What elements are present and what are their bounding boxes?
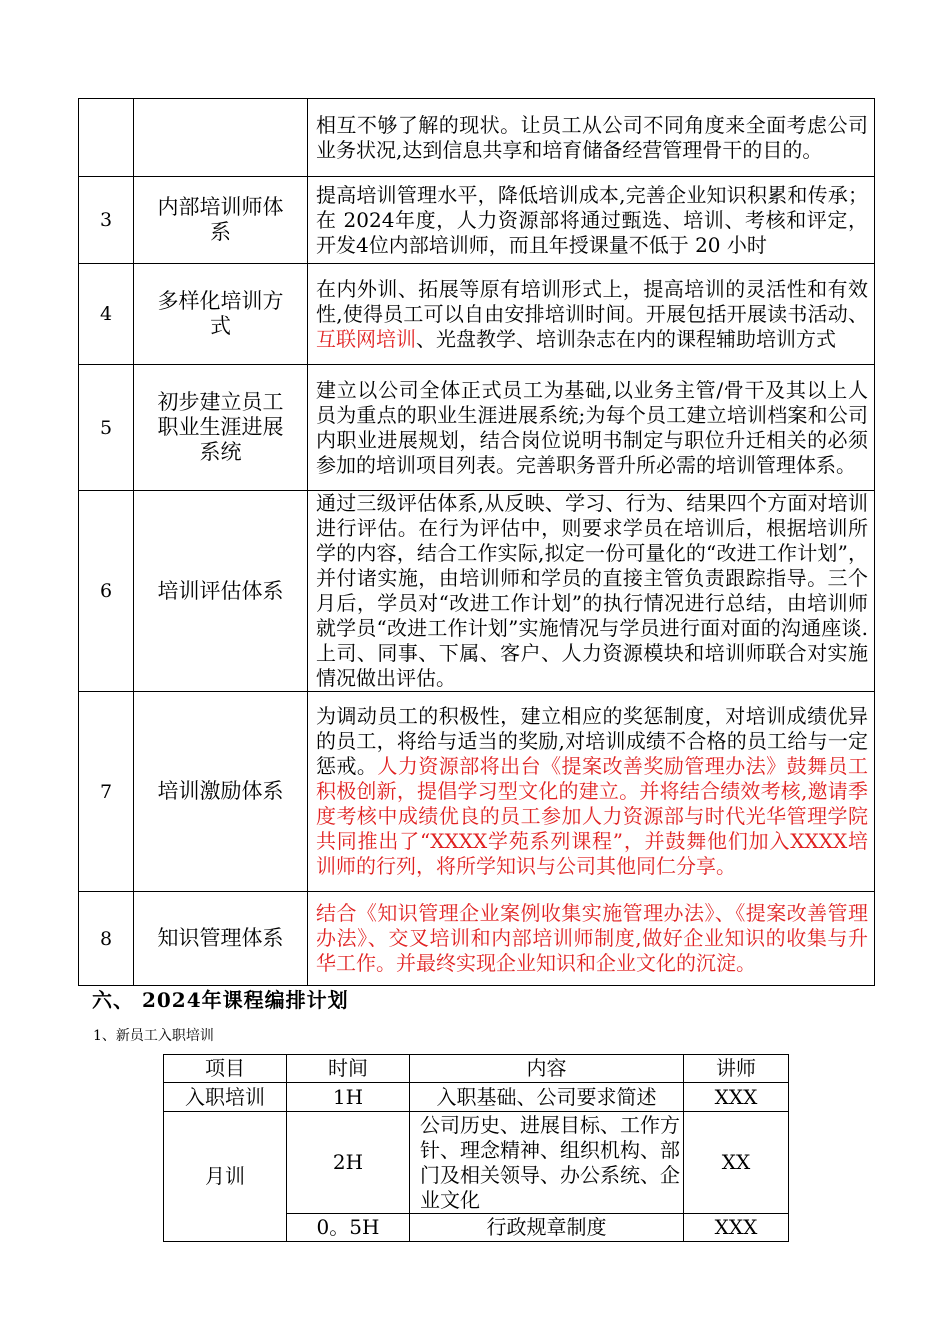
- table-row: [79, 892, 875, 986]
- row-description: [308, 692, 875, 892]
- cell-lecturer: XX: [684, 1112, 789, 1214]
- highlighted-text: 互联网培训: [316, 326, 416, 351]
- row-title: [134, 99, 308, 177]
- row-title: 培训激励体系: [134, 692, 308, 892]
- description-text: 提高培训管理水平，降低培训成本,完善企业知识积累和传承；在 2024年度，人力资源部将通过甄选、培训、考核和评定，开发4位内部培训师，而且年授课量不低于 20 小时: [316, 182, 868, 257]
- row-description: [308, 99, 875, 177]
- cell-content: 行政规章制度: [410, 1214, 684, 1242]
- table-row: [79, 491, 875, 692]
- cell-item: 月训: [164, 1112, 287, 1242]
- table-row: [79, 177, 875, 264]
- course-schedule-table: [163, 1054, 789, 1242]
- row-title: 培训评估体系: [134, 491, 308, 692]
- table-header-row: [164, 1055, 789, 1083]
- cell-content: 入职基础、公司要求简述: [410, 1083, 684, 1112]
- description-text: 通过三级评估体系,从反映、学习、行为、结果四个方面对培训进行评估。在行为评估中，则要求学员在培训后，根据培训所学的内容，结合工作实际,拟定一份可量化的“改进工作计划”，并付诸实施，由培训师和学员的直接主管负责跟踪指导。三个月后，学员对“改进工作计划”的执行情况进行总结，由培训师就学员“改进工作计划”实施情况与学员进行面对面的沟通座谈.上司、同事、下属、客户、人力资源模块和培训师联合对实施情况做出评估。: [316, 491, 868, 690]
- cell-lecturer: XXX: [684, 1214, 789, 1242]
- row-number: 4: [79, 264, 134, 365]
- row-title: 内部培训师体系: [134, 177, 308, 264]
- cell-item: 入职培训: [164, 1083, 287, 1112]
- row-description: [308, 264, 875, 365]
- description-text: 、光盘教学、培训杂志在内的课程辅助培训方式: [416, 326, 836, 351]
- row-number: [79, 99, 134, 177]
- cell-content: 公司历史、进展目标、工作方针、理念精神、组织机构、部门及相关领导、办公系统、企业文化: [410, 1112, 684, 1214]
- column-header-content: 内容: [410, 1055, 684, 1083]
- row-description: [308, 365, 875, 491]
- table-row: [164, 1083, 789, 1112]
- column-header-lecturer: 讲师: [684, 1055, 789, 1083]
- table-row: [164, 1112, 789, 1214]
- highlighted-text: 结合《知识管理企业案例收集实施管理办法》、《提案改善管理办法》、交叉培训和内部培训师制度,做好企业知识的收集与升华工作。并最终实现企业知识和企业文化的沉淀。: [316, 901, 868, 975]
- column-header-item: 项目: [164, 1055, 287, 1083]
- row-title: 多样化培训方式: [134, 264, 308, 365]
- row-number: 7: [79, 692, 134, 892]
- section-heading: 六、 2024年课程编排计划: [92, 988, 349, 1012]
- sub-heading: 1、新员工入职培训: [93, 1028, 214, 1044]
- row-title: 初步建立员工职业生涯进展系统: [134, 365, 308, 491]
- row-number: 6: [79, 491, 134, 692]
- row-number: 5: [79, 365, 134, 491]
- description-text: 相互不够了解的现状。让员工从公司不同角度来全面考虑公司业务状况,达到信息共享和培育储备经营管理骨干的目的。: [316, 112, 868, 162]
- row-number: 3: [79, 177, 134, 264]
- table-row: [79, 264, 875, 365]
- row-title: 知识管理体系: [134, 892, 308, 986]
- table-row: [79, 99, 875, 177]
- row-number: 8: [79, 892, 134, 986]
- row-description: [308, 892, 875, 986]
- table-row: [79, 692, 875, 892]
- training-system-table: [78, 98, 875, 986]
- column-header-time: 时间: [287, 1055, 410, 1083]
- row-description: [308, 491, 875, 692]
- table-row: [79, 365, 875, 491]
- cell-time: 0。5H: [287, 1214, 410, 1242]
- description-text: 在内外训、拓展等原有培训形式上，提高培训的灵活性和有效性,使得员工可以自由安排培训时间。开展包括开展读书活动、: [316, 276, 868, 326]
- cell-time: 2H: [287, 1112, 410, 1214]
- cell-time: 1H: [287, 1083, 410, 1112]
- row-description: [308, 177, 875, 264]
- description-text: 为调动员工的积极性，建立相应的奖惩制度，对培训成绩优异的员工，将给与适当的奖励,对培训成绩不合格的员工给与一定惩戒。: [316, 704, 868, 778]
- description-text: 建立以公司全体正式员工为基础,以业务主管/骨干及其以上人员为重点的职业生涯进展系统;为每个员工建立培训档案和公司内职业进展规划，结合岗位说明书制定与职位升迁相关的必须参加的培训项目列表。完善职务晋升所必需的培训管理体系。: [316, 377, 868, 477]
- highlighted-text: 人力资源部将出台《提案改善奖励管理办法》鼓舞员工积极创新，提倡学习型文化的建立。并将结合绩效考核,邀请季度考核中成绩优良的员工参加人力资源部与时代光华管理学院共同推出了“XXXX学苑系列课程”，并鼓舞他们加入XXXX培训师的行列，将所学知识与公司其他同仁分享。: [316, 754, 869, 878]
- cell-lecturer: XXX: [684, 1083, 789, 1112]
